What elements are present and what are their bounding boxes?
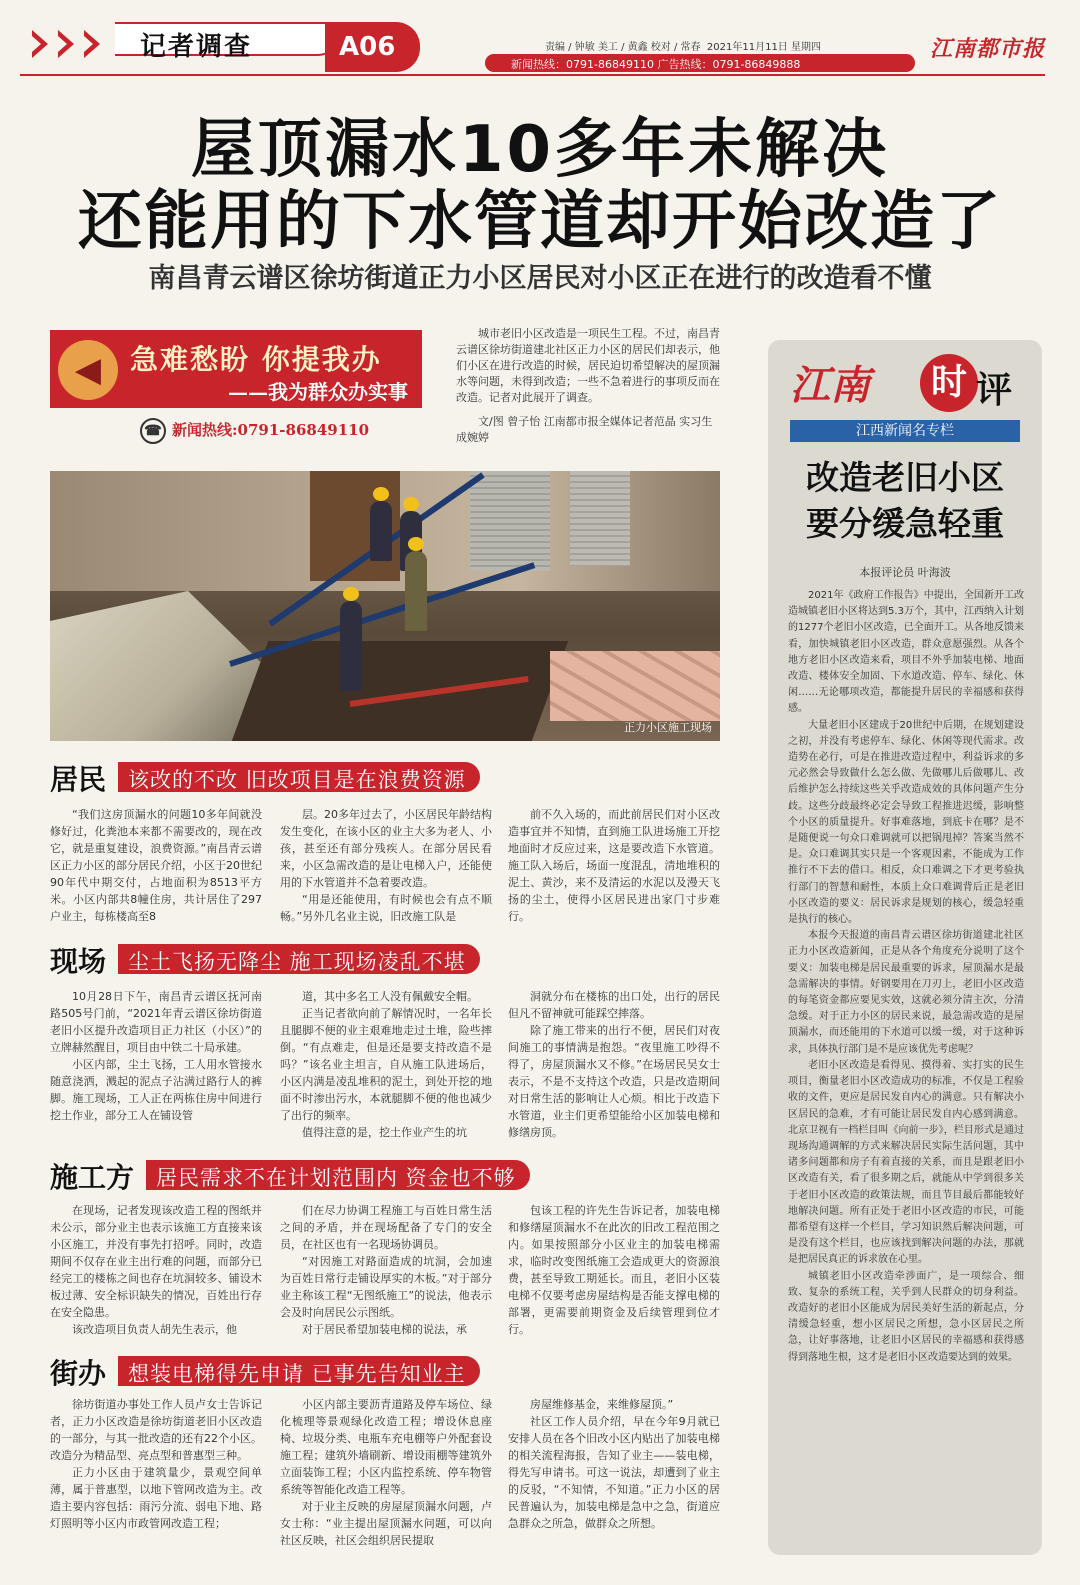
editor-line: 责编 / 钟敏 美工 / 黄鑫 校对 / 常春 2021年11月11日 星期四 [545,42,821,53]
photo-caption: 正力小区施工现场 [624,721,712,734]
photo-shutter [470,471,550,571]
section-head [50,944,570,978]
paragraph: 徐坊街道办事处工作人员卢女士告诉记者，正力小区改造是徐坊街道老旧小区改造的一部分，与其一批改造的还有22个小区。改造分为精品型、亮点型和普惠型三种。 [50,1398,262,1462]
paragraph: “用是还能使用，有时候也会有点不顺畅。”另外几名业主说，旧改施工队是 [280,893,492,923]
banner-hotline: ☎ 新闻热线:0791-86849110 [140,418,369,444]
paragraph: 正力小区由于建筑量少，景观空间单薄，属于普惠型，以地下管网改造为主。改造主要内容包括：雨污分流、弱电下地、路灯照明等小区内市政管网改造工程； [50,1466,262,1530]
section-key: 街办 [50,1357,107,1390]
chevron-right-icon [32,30,48,58]
paragraph: 小区内部主要沥青道路及停车场位、绿化梳理等景观绿化改造工程；增设休息座椅、垃圾分类、电瓶车充电棚等户外配套设施工程；建筑外墙刷新、增设雨棚等建筑外立面装饰工程；小区内监控系统、停车物管系统等智能化改造工程等。 [280,1398,492,1496]
commentary-title: 要分缓急轻重 [806,504,1004,543]
article-column [280,1202,492,1338]
photo-trench [232,641,568,741]
subheadline: 南昌青云谱区徐坊街道正力小区居民对小区正在进行的改造看不懂 [148,263,932,294]
paragraph: 本报今天报道的南昌青云谱区徐坊街道建北社区正力小区改造新闻，正是从各个角度充分说明了这个要义：加装电梯是居民最重要的诉求，屋顶漏水是最急需解决的事情。好钢要用在刀刃上，老旧小区改造的每笔资金都应要见实效，这就必须分清主次，分清急缓。对于正力小区的居民来说，最急需改造的是屋顶漏水，而还能用的下水道可以缓一缓，对于这种诉求，具体执行部门是不是应该优先考虑呢？ [788,930,1024,1055]
header-divider [20,74,1045,76]
photo-worker [405,551,427,631]
section-key: 居民 [50,763,107,796]
construction-photo [50,471,720,741]
photo-bricks [550,651,720,721]
paragraph: 正当记者欲向前了解情况时，一名年长且腿脚不便的业主艰难地走过土堆，险些摔倒。“有点难走，但是还是要支持改造不是吗？”该名业主坦言，自从施工队进场后，小区内满是凌乱堆积的泥土，到处开挖的地面不时渗出污水，本就腿脚不便的他也减少了出行的频率。 [280,1007,492,1122]
paragraph: 包该工程的许先生告诉记者，加装电梯和修缮屋顶漏水不在此次的旧改工程范围之内。如果按照部分小区业主的加装电梯需求，临时改变图纸施工会造成更大的资源浪费，甚至导致工期延长。而且，老旧小区装电梯不仅要考虑房屋结构是否能支撑电梯的部署，更需要前期资金及后续管理到位才行。 [508,1204,720,1336]
banner-tagline: ——我为群众办实事 [228,380,408,404]
paragraph: 大量老旧小区建成于20世纪中后期，在规划建设之初，并没有考虑停车、绿化、休闲等现代需求。改造势在必行，可是在推进改造过程中，利益诉求的多元必然会导致做什么怎么做、先做哪儿后做哪儿、改后维护怎么持续这些关乎改造成效的具体问题产生分歧。这些分歧最终必定会导致工程推进迟缓，影响整个小区的质量提升。好事难落地，到底卡在哪？是不是随便说一句众口难调就可以把锅甩掉？答案当然不是。众口难调其实只是一个客观因素，不能成为工作推行不下去的借口。相反，众口难调之下才更考验执行部门的智慧和耐性，本质上众口难调背后正是老旧小区改造的要义：居民诉求是规划的核心，缓急轻重是执行的核心。 [788,719,1024,926]
paragraph: 道，其中多名工人没有佩戴安全帽。 [302,990,478,1003]
article-intro: 城市老旧小区改造是一项民生工程。不过，南昌青云谱区徐坊街道建北社区正力小区的居民们却表示，他们小区在进行改造的时候，居民迫切希望解决的屋顶漏水等问题，未得到改造；一些不急着进行的事项反而在改造。记者对此展开了调查。 [456,327,720,404]
section-title: 想装电梯得先申请 已事先告知业主 [118,1356,480,1386]
section-title: 居民需求不在计划范围内 资金也不够 [146,1160,530,1190]
article-column [508,806,720,925]
paragraph: 社区工作人员介绍，早在今年9月就已安排人员在各个旧改小区内贴出了加装电梯的相关流程海报，告知了业主——装电梯，得先写申请书。可这一说法，却遭到了业主的反驳，“不知情，不知道。”正力小区的居民普遍认为，加装电梯是急中之急，街道应急群众之所急，做群众之所想。 [508,1415,720,1530]
commentary-body [788,588,1024,1366]
article-column [280,806,492,925]
chevron-right-icon [58,30,74,58]
paragraph: “对因施工对路面造成的坑洞，会加速为百姓日常行走铺设厚实的木板。”对于部分业主称该工程“无图纸施工”的说法，他表示会及时向居民公示图纸。 [280,1255,492,1319]
headline-line-2: 还能用的下水管道却开始改造了 [78,185,1002,259]
article-column [280,1396,492,1549]
paragraph: 该改造项目负责人胡先生表示，他 [72,1323,237,1336]
article-column [508,1202,720,1338]
paragraph: 对于居民希望加装电梯的说法，承 [302,1323,467,1336]
section-head [50,762,550,796]
article-column [50,806,262,925]
paragraph: 老旧小区改造是看得见、摸得着、实打实的民生项目，衡量老旧小区改造成功的标准，不仅是工程验收的文件，更应是居民发自内心的满意。只有解决小区居民的急难，才有可能让居民发自内心感到满意。北京卫视有一档栏目叫《向前一步》，栏目形式是通过现场沟通调解的方式来解决居民实际生活问题，其中诸多问题都和房子有着直接的关系，而且是跟老旧小区改造有关，看了很多期之后，就能从中学到很多关于老旧小区改造的政策法规，而且节目最后都能较好地解决问题。所有正处于老旧小区改造的市民，可能都希望有这样一个栏目，学习知识然后解决问题，可是没有这个栏目，也应该找到解决问题的办法，那就是把居民真正的诉求放在心里。 [788,1059,1024,1266]
article-column [50,1396,262,1532]
article-column [508,988,720,1141]
column-logo [790,354,1020,444]
paragraph: 小区内部，尘土飞扬，工人用水管接水随意浇洒，溅起的泥点子沾满过路行人的裤脚。施工现场，工人正在两栋住房中间进行挖土作业，部分工人在铺设管 [50,1058,262,1122]
photo-worker [370,501,392,561]
section-head [50,1356,570,1390]
paragraph: 10月28日下午，南昌青云谱区抚河南路505号门前，“2021年青云谱区徐坊街道老旧小区提升改造项目正力社区（小区）”的立牌赫然醒目，项目由中铁二十局承建。 [50,990,262,1054]
article-column [508,1396,720,1532]
paragraph: 在现场，记者发现该改造工程的图纸并未公示，部分业主也表示该施工方直接来该小区施工，并没有事先打招呼。同时，改造期间不仅存在业主出行难的问题，而部分已经完工的楼栋之间也存在坑洞较多、铺设木板过薄、安全标识缺失的情况，百姓出行存在安全隐患。 [50,1204,262,1319]
section-key: 施工方 [50,1161,135,1194]
article-column [50,1202,262,1338]
banner-slogan: 急难愁盼 你提我办 [130,343,382,376]
chevron-right-icon [84,30,100,58]
commentary-title: 改造老旧小区 [806,458,1004,497]
article-column [50,988,262,1124]
logo-text: 评 [976,369,1013,411]
campaign-banner [50,330,422,408]
paragraph: 值得注意的是，挖土作业产生的坑 [302,1126,467,1139]
logo-badge: 时 [920,354,978,412]
page-number: A06 [325,22,420,72]
section-tag: 记者调查 [115,22,345,56]
commentary-author: 本报评论员 叶海波 [859,566,951,579]
hotline-bar: 新闻热线：0791-86849110 广告热线：0791-86849888 [485,54,915,72]
megaphone-icon: ◀ [58,340,118,400]
section-title: 尘土飞扬无降尘 施工现场凌乱不堪 [118,944,480,974]
section-title: 该改的不改 旧改项目是在浪费资源 [118,762,480,792]
paragraph: 们在尽力协调工程施工与百姓日常生活之间的矛盾，并在现场配备了专门的安全员，在社区也有一名现场协调员。 [280,1204,492,1251]
photo-worker [340,601,362,691]
paragraph: 洞就分布在楼栋的出口处，出行的居民但凡不留神就可能踩空摔落。 [508,990,720,1020]
article-column [280,988,492,1141]
logo-text: 江南 [790,362,870,409]
article-byline: 文/图 曾子怡 江南都市报全媒体记者范晶 实习生成婉婷 [456,415,713,444]
logo-strip: 江西新闻名专栏 [790,420,1020,442]
section-key: 现场 [50,945,107,978]
headline-line-1: 屋顶漏水10多年未解决 [190,113,890,187]
paragraph: “我们这房顶漏水的问题10多年间就没修好过，化粪池本来都不需要改的，现在改它，就是重复建设，浪费资源。”南昌青云谱区正力小区的部分居民介绍，小区于20世纪90年代中期交付，占地面积为8513平方米。小区内部共8幢住房，共计居住了297户业主，每栋楼高至8 [50,808,262,923]
paragraph: 城镇老旧小区改造牵涉面广，是一项综合、细致、复杂的系统工程，关乎到人民群众的切身利益。改造好的老旧小区能成为居民美好生活的新起点，分清缓急轻重，想小区居民之所想，急小区居民之所急，让好事落地，让老旧小区居民的幸福感和获得感得到落地生根，这才是老旧小区改造要达到的效果。 [788,1270,1024,1363]
paragraph: 2021年《政府工作报告》中提出，全国新开工改造城镇老旧小区将达到5.3万个，其中，江西纳入计划的1277个老旧小区改造，已全面开工。从各地反馈来看，加快城镇老旧小区改造，群众意愿强烈。从各个地方老旧小区改造来看，项目不外乎加装电梯、地面改造、楼体安全加固、下水道改造、停车、绿化、休闲……无论哪项改造，都能提升居民的幸福感和获得感。 [788,590,1024,715]
photo-shutter [570,471,630,566]
paragraph: 层。20多年过去了，小区居民年龄结构发生变化，在该小区的业主大多为老人、小孩，甚至还有部分残疾人。在部分居民看来，小区急需改造的是让电梯入户，还能使用的下水管道并不急着要改造。 [280,808,492,889]
paragraph: 除了施工带来的出行不便，居民们对夜间施工的事情满是抱怨。“夜里施工吵得不得了，房屋顶漏水又不修。”在场居民吴女士表示，不是不支持这个改造，只是改造期间对日常生活的影响让人心烦。相比于改造下水管道，业主们更希望能给小区加装电梯和修缮房顶。 [508,1024,720,1139]
paper-logo: 江南都市报 [930,36,1046,62]
paragraph: 房屋维修基金，来维修屋顶。” [530,1398,674,1411]
phone-icon: ☎ [140,418,166,444]
section-head [50,1160,610,1194]
paragraph: 对于业主反映的房屋屋顶漏水问题，卢女士称：“业主提出屋顶漏水问题，可以向社区反映，社区会组织居民提取 [280,1500,492,1547]
paragraph: 前不久入场的，而此前居民们对小区改造事宜并不知情，直到施工队进场施工开挖地面时才反应过来，这是要改造下水管道。施工队入场后，场面一度混乱，清地堆积的泥土、黄沙，来不及清运的水泥以及漫天飞扬的尘土，使得小区居民进出家门寸步难行。 [508,808,720,923]
